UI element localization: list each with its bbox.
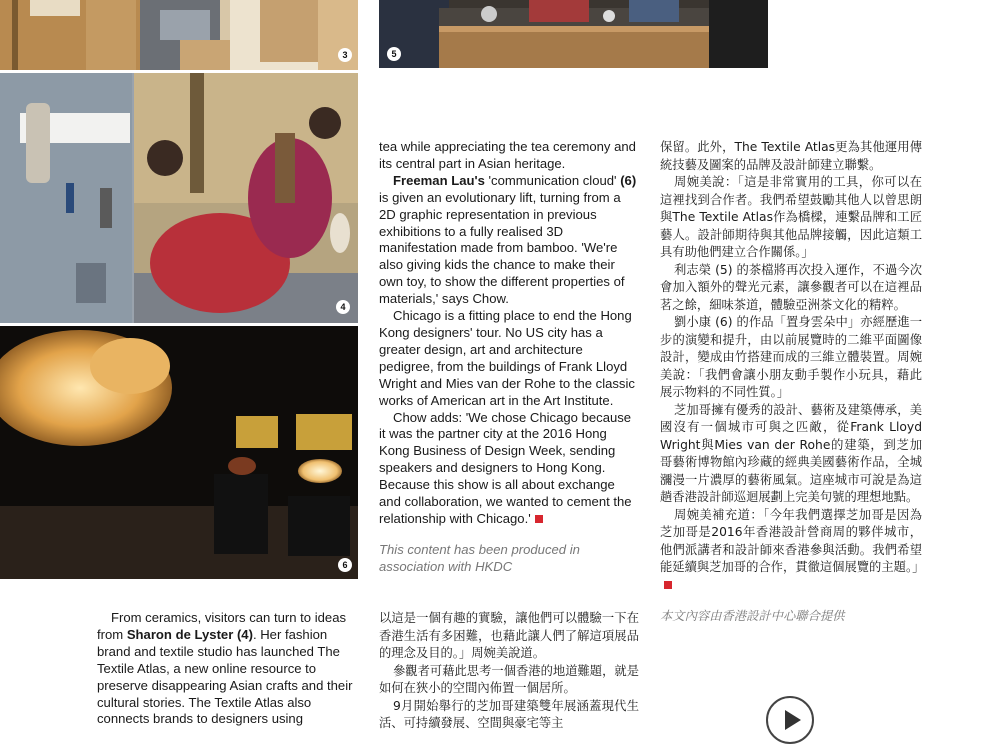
paragraph: 以這是一個有趣的實驗，讓他們可以體驗一下在香港生活有多困難，也藉此讓人們了解這項展品的理念及目的。」周婉美說道。 [379,611,639,660]
paragraph-text: 'communication cloud' [484,172,621,188]
photo-number-badge: 3 [338,48,352,62]
paragraph-text: Chow adds: 'We chose Chicago because it was the partner city at the 2016 Hong Kong Business of Design Week, sending speakers and designers to Hong Kong. Because this show is all about exchange and collaboration, we wanted to cement the relationship with Chicago.' [379,409,632,526]
paragraph: tea while appreciating the tea ceremony and its central part in Asian heritage. [379,139,636,171]
paragraph: 9月開始舉行的芝加哥建築雙年展涵蓋現代生活、可持續發展、空間與豪宅等主 [379,698,639,730]
end-of-article-mark [535,515,543,523]
paragraph: 參觀者可藉此思考一個香港的地道難題，就是如何在狹小的空間內佈置一個居所。 [379,663,639,695]
tea-stall-image [379,0,768,68]
paragraph: Chicago is a fitting place to end the Hong Kong designers' tour. No US city has a greater design, art and architecture pedigree, from the buildings of Frank Lloyd Wright and Mies van der Rohe to the classic works of American art in the Art Institute. [379,308,635,408]
photo-cardboard-furniture [0,0,358,70]
paragraph-text: From ceramics, visitors can turn to ideas from [97,610,347,642]
end-of-article-mark [664,581,672,589]
photo-number-badge: 4 [336,300,350,314]
designer-name: Freeman Lau's [393,172,485,188]
paragraph-sharon-de-lyster [97,610,357,728]
communication-cloud-image [0,326,358,579]
photo-tea-stall [379,0,768,68]
content-credit: 本文內容由香港設計中心聯合提供 [660,609,845,623]
photo-textile-artisans [0,73,358,323]
textile-artisans-image [0,73,358,323]
photo-communication-cloud [0,326,358,579]
paragraph-text: 周婉美補充道：「今年我們選擇芝加哥是因為芝加哥是2016年香港設計營商周的夥伴城市，他們派講者和設計師來香港參與活動。我們希望能延續與芝加哥的合作，貫徹這個展覽的主題。」 [660,507,925,574]
paragraph-text: is given an evolutionary lift, turning from a 2D graphic representation in previous exhibitions to a fully realised 3D manifestation made from bamboo. 'We're also giving kids the chance to make their own toy, to show the different properties of materials,' says Chow. [379,189,625,307]
paragraph: 周婉美說：「這是非常實用的工具，你可以在這裡找到合作者。我們希望鼓勵其他人以曾思朗與The Textile Atlas作為橋樑，連繫品牌和工匠藝人。設計師期待與其他品牌接觸，因此這類工具有助他們建立合作關係。」 [660,175,922,259]
paragraph: 劉小康 (6) 的作品「置身雲朵中」亦經歷進一步的演變和提升，由以前展覽時的二維平面圖像設計，變成由竹搭建而成的三維立體裝置。周婉美說：「我們會讓小朋友動手製作小玩具，藉此展示物料的不同性質。」 [660,315,922,399]
paragraph: 保留。此外，The Textile Atlas更為其他運用傳統技藝及圖案的品牌及設計師建立聯繫。 [660,140,922,172]
paragraph: 利志榮 (5) 的茶檔將再次投入運作，不過今次會加入額外的聲光元素，讓參觀者可以在這裡品茗之餘，細味茶道，體驗亞洲茶文化的精粹。 [660,262,922,312]
play-icon [768,698,812,742]
paragraph-closing [379,410,639,528]
figure-reference: (6) [620,172,637,188]
paragraph-text: . Her fashion brand and textile studio has launched The Textile Atlas, a new online resource to preserve disappearing Asian crafts and their cultural stories. The Textile Atlas also connects brands to designers using [97,626,353,727]
photo-number-badge: 5 [387,47,401,61]
designer-name: Sharon de Lyster (4) [126,626,253,642]
photo-number-badge: 6 [338,558,352,572]
chinese-article-column-center [379,610,639,733]
video-play-button[interactable] [766,696,814,744]
english-article-column-left [97,610,357,728]
paragraph-freeman-lau [379,173,639,308]
paragraph-closing [660,507,925,595]
cardboard-furniture-image [0,0,358,70]
paragraph: 芝加哥擁有優秀的設計、藝術及建築傳承，美國沒有一個城市可與之匹敵，從Frank Lloyd Wright與Mies van der Rohe的建築，到芝加哥藝術博物館內珍藏的經典美國藝術作品，全城瀰漫一片濃厚的藝術風氣。這座城市可說是為這趟香港設計師巡迴展劃上完美句號的理想地點。 [660,402,922,504]
chinese-article-column-right [660,139,925,626]
content-credit: This content has been produced in association with HKDC [379,541,580,574]
english-article-column-center [379,139,639,576]
